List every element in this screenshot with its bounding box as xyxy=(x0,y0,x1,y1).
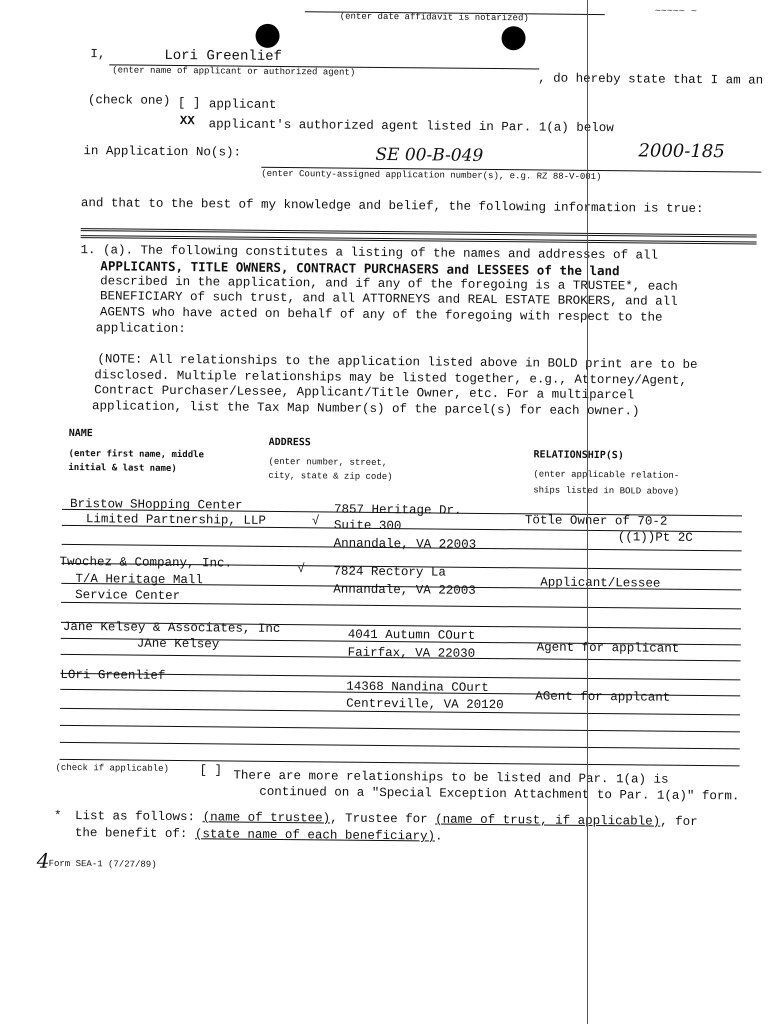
section1-line-4: BENEFICIARY of such trust, and all ATTORNEYS and REAL ESTATE BROKERS, and all xyxy=(99,289,678,309)
note-line-2: disclosed. Multiple relationships may be listed together, e.g., Attorney/Agent, xyxy=(94,368,687,388)
check-one-label: (check one) xyxy=(87,93,171,108)
entry-2-check-mark: √ xyxy=(297,562,306,577)
entry-1-check-mark: √ xyxy=(311,514,320,529)
applicant-checkbox: [ ] xyxy=(177,95,201,111)
application-number-extra: 2000-185 xyxy=(638,140,725,163)
trustee-star: * xyxy=(54,808,62,823)
name-of-trust-text: (name of trust, if applicable) xyxy=(435,812,661,829)
applicant-name: Lori Greenlief xyxy=(164,47,283,65)
trustee-for-text: , Trustee for xyxy=(330,811,428,827)
name-column-sub1: (enter first name, middle xyxy=(68,448,205,461)
entry-3-relationship: Agent for applicant xyxy=(536,640,680,656)
continuation-checkbox: [ ] xyxy=(199,763,223,778)
i-label: I, xyxy=(90,47,106,62)
address-column-sub1: (enter number, street, xyxy=(268,456,388,469)
entry-3-name-line-2: JAne Kelsey xyxy=(136,636,220,652)
entry-1-name-line-1: Bristow SHopping Center xyxy=(69,496,243,513)
section1-line-3: described in the application, and if any of the foregoing is a TRUSTEE*, each xyxy=(100,274,678,294)
entry-4-address-line-1: 14368 Nandina COurt xyxy=(346,679,489,696)
relationship-column-sub1: (enter applicable relation- xyxy=(533,469,680,481)
section1-line-2: APPLICANTS, TITLE OWNERS, CONTRACT PURCHASERS and LESSEES of the land xyxy=(100,258,620,279)
date-note: (enter date affidavit is notarized) xyxy=(339,11,529,24)
application-number-caption: (enter County-assigned application number(s), e.g. RZ 88-V-001) xyxy=(261,168,602,183)
section1-line-1: 1. (a). The following constitutes a listing of the names and addresses of all xyxy=(80,243,659,263)
entry-1-address-line-3: Annandale, VA 22003 xyxy=(333,536,477,552)
punch-hole-left xyxy=(255,24,279,48)
entry-4-address-line-2: Centreville, VA 20120 xyxy=(346,696,504,713)
punch-hole-right xyxy=(501,26,525,50)
entry-2-name-line-1: Twochez & Company, Inc. xyxy=(59,554,233,571)
entry-4-name: LOri Greenlief xyxy=(60,667,166,683)
benefit-of-text: the benefit of: xyxy=(74,826,188,842)
entry-1-relationship-line-2: ((1))Pt 2C xyxy=(617,530,693,545)
entry-2-name-line-2: T/A Heritage Mall xyxy=(75,572,203,588)
relationship-column-sub2: ships listed in BOLD above) xyxy=(533,485,680,497)
entry-1-address-line-2: Suite 300 xyxy=(333,518,402,534)
state-text: , do hereby state that I am an xyxy=(538,71,764,88)
address-column-header: ADDRESS xyxy=(268,436,311,449)
section1-line-6: application: xyxy=(95,321,186,337)
note-line-3: Contract Purchaser/Lessee, Applicant/Title Owner, etc. For a multiparcel xyxy=(94,383,635,403)
state-beneficiary-text: (state name of each beneficiary) xyxy=(194,827,436,844)
entry-2-name-line-3: Service Center xyxy=(75,588,181,604)
for-text: , for xyxy=(660,814,698,830)
list-as-follows-text: List as follows: xyxy=(75,809,196,825)
entry-1-relationship-line-1: Tötle Owner of 70-2 xyxy=(524,513,668,529)
name-column-sub2: initial & last name) xyxy=(68,462,177,474)
entry-1-address-line-1: 7857 Heritage Dr. xyxy=(333,502,462,518)
true-statement: and that to the best of my knowledge and belief, the following information is true: xyxy=(80,196,704,217)
note-line-1: (NOTE: All relationships to the application listed above in BOLD print are to be xyxy=(97,352,698,372)
applicant-option-label: applicant xyxy=(208,97,277,112)
section1-line-5: AGENTS who have acted on behalf of any of the foregoing with respect to the xyxy=(99,305,663,325)
entry-2-relationship: Applicant/Lessee xyxy=(540,575,661,591)
form-handwritten-mark: 4 xyxy=(36,848,50,873)
entry-3-address-line-1: 4041 Autumn COurt xyxy=(347,627,476,643)
continuation-line-2: continued on a "Special Exception Attachment to Par. 1(a)" form. xyxy=(259,784,740,804)
name-of-trustee-text: (name of trustee) xyxy=(202,810,331,826)
entry-1-name-line-2: Limited Partnership, LLP xyxy=(85,512,267,528)
beneficiary-instruction xyxy=(75,826,443,844)
entry-4-relationship: AGent for applcant xyxy=(535,689,671,705)
corner-mark: ~~~~~ ~ xyxy=(654,6,697,18)
name-caption: (enter name of applicant or authorized agent) xyxy=(112,65,356,78)
check-if-applicable-label: (check if applicable) xyxy=(55,762,169,774)
application-number-value: SE 00-B-049 xyxy=(375,144,484,166)
entry-2-address-line-1: 7824 Rectory La xyxy=(333,564,447,580)
continuation-line-1: There are more relationships to be listed and Par. 1(a) is xyxy=(233,768,669,787)
address-column-sub2: city, state & zip code) xyxy=(268,470,393,483)
scan-line xyxy=(587,0,588,1024)
application-number-label: in Application No(s): xyxy=(83,144,242,160)
name-column-header: NAME xyxy=(68,427,93,440)
entry-3-address-line-2: Fairfax, VA 22030 xyxy=(347,645,476,661)
relationship-column-header: RELATIONSHIP(S) xyxy=(533,449,624,462)
entry-2-address-line-2: Annandale, VA 22003 xyxy=(333,582,476,598)
form-id: Form SEA-1 (7/27/89) xyxy=(48,858,157,870)
entry-3-name-line-1: Jane Kelsey & Associates, Inc xyxy=(62,619,281,637)
agent-checkbox: XX xyxy=(179,114,195,129)
note-line-4: application, list the Tax Map Number(s) of the parcel(s) for each owner.) xyxy=(91,399,640,419)
agent-option-label: applicant's authorized agent listed in Par. 1(a) below xyxy=(208,117,614,136)
period-text: . xyxy=(434,829,443,844)
